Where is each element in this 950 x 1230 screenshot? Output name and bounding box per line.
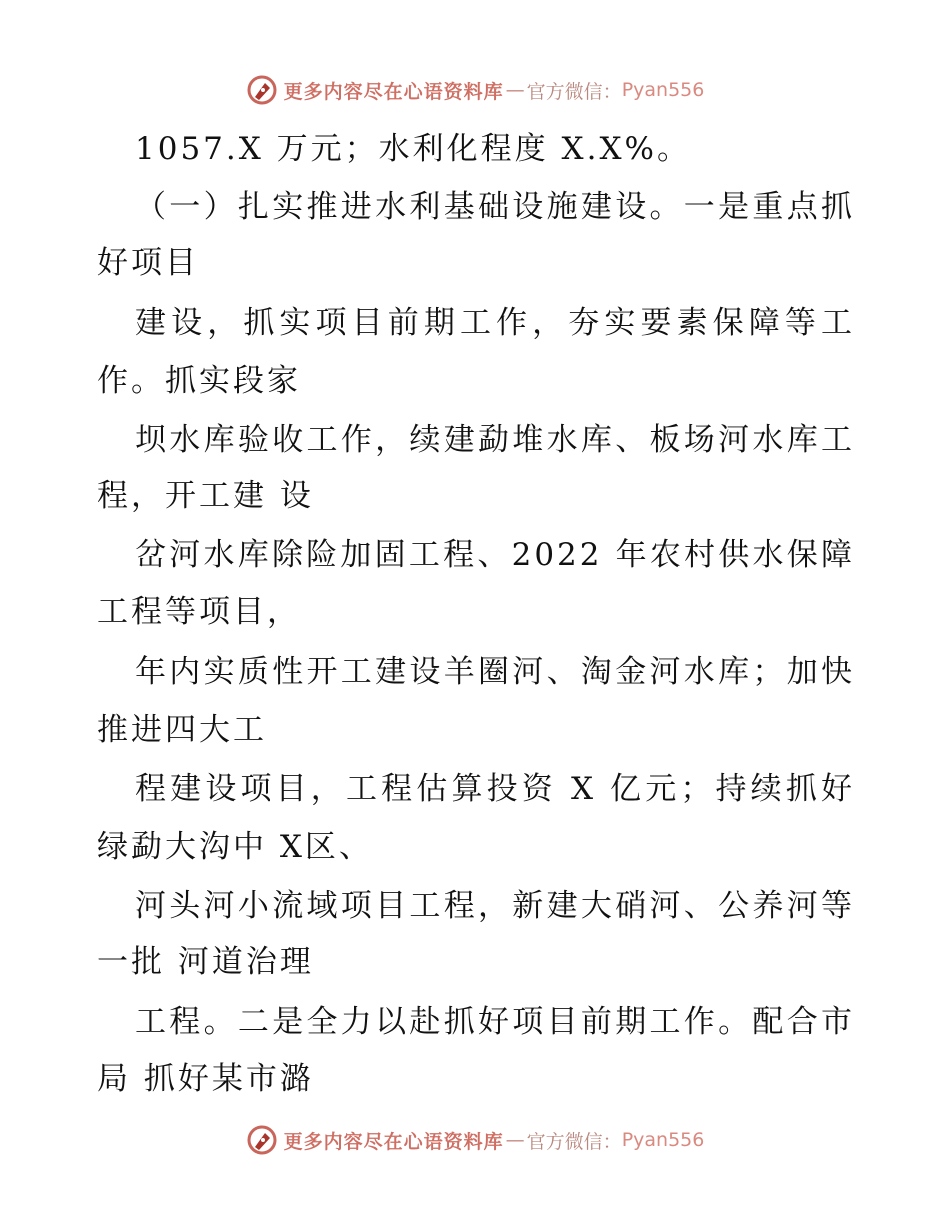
header-watermark [0, 70, 950, 110]
body-line: 1057.X 万元；水利化程度 X.X%。 [135, 131, 691, 167]
body-line: 绿勐大沟中 X区、 [97, 829, 373, 865]
body-line: 局 抓好某市潞 [97, 1061, 314, 1097]
fountain-pen-nib-icon [246, 74, 278, 106]
watermark-separator: — [505, 79, 525, 101]
body-line: 河头河小流域项目工程，新建大硝河、公养河等 [135, 888, 855, 924]
body-line: 程，开工建 设 [97, 478, 314, 514]
watermark-label: 官方微信： [526, 80, 622, 103]
body-line: 程建设项目，工程估算投资 X 亿元；持续抓好 [135, 771, 855, 807]
body-line: 好项目 [97, 245, 199, 281]
watermark-brand: 更多内容尽在心语资料库 [283, 1130, 504, 1153]
body-line: 建设，抓实项目前期工作，夯实要素保障等工 [135, 305, 855, 341]
body-line: 一批 河道治理 [97, 944, 314, 980]
footer-watermark [0, 1120, 950, 1160]
body-line: 坝水库验收工作，续建勐堆水库、板场河水库工 [135, 422, 855, 458]
body-line: 推进四大工 [97, 712, 267, 748]
body-line: （一）扎实推进水利基础设施建设。一是重点抓 [135, 189, 855, 225]
watermark-label: 官方微信： [526, 1130, 622, 1153]
body-line: 工程等项目， [97, 594, 301, 630]
watermark-separator: — [505, 1129, 525, 1151]
body-line: 年内实质性开工建设羊圈河、淘金河水库；加快 [135, 654, 855, 690]
body-line: 岔河水库除险加固工程、2022 年农村供水保障 [135, 537, 855, 573]
fountain-pen-nib-icon [246, 1124, 278, 1156]
watermark-handle: Pyan556 [621, 79, 705, 101]
body-line: 工程。二是全力以赴抓好项目前期工作。配合市 [135, 1004, 855, 1040]
body-line: 作。抓实段家 [97, 363, 301, 399]
watermark-brand: 更多内容尽在心语资料库 [283, 80, 504, 103]
watermark-handle: Pyan556 [621, 1129, 705, 1151]
